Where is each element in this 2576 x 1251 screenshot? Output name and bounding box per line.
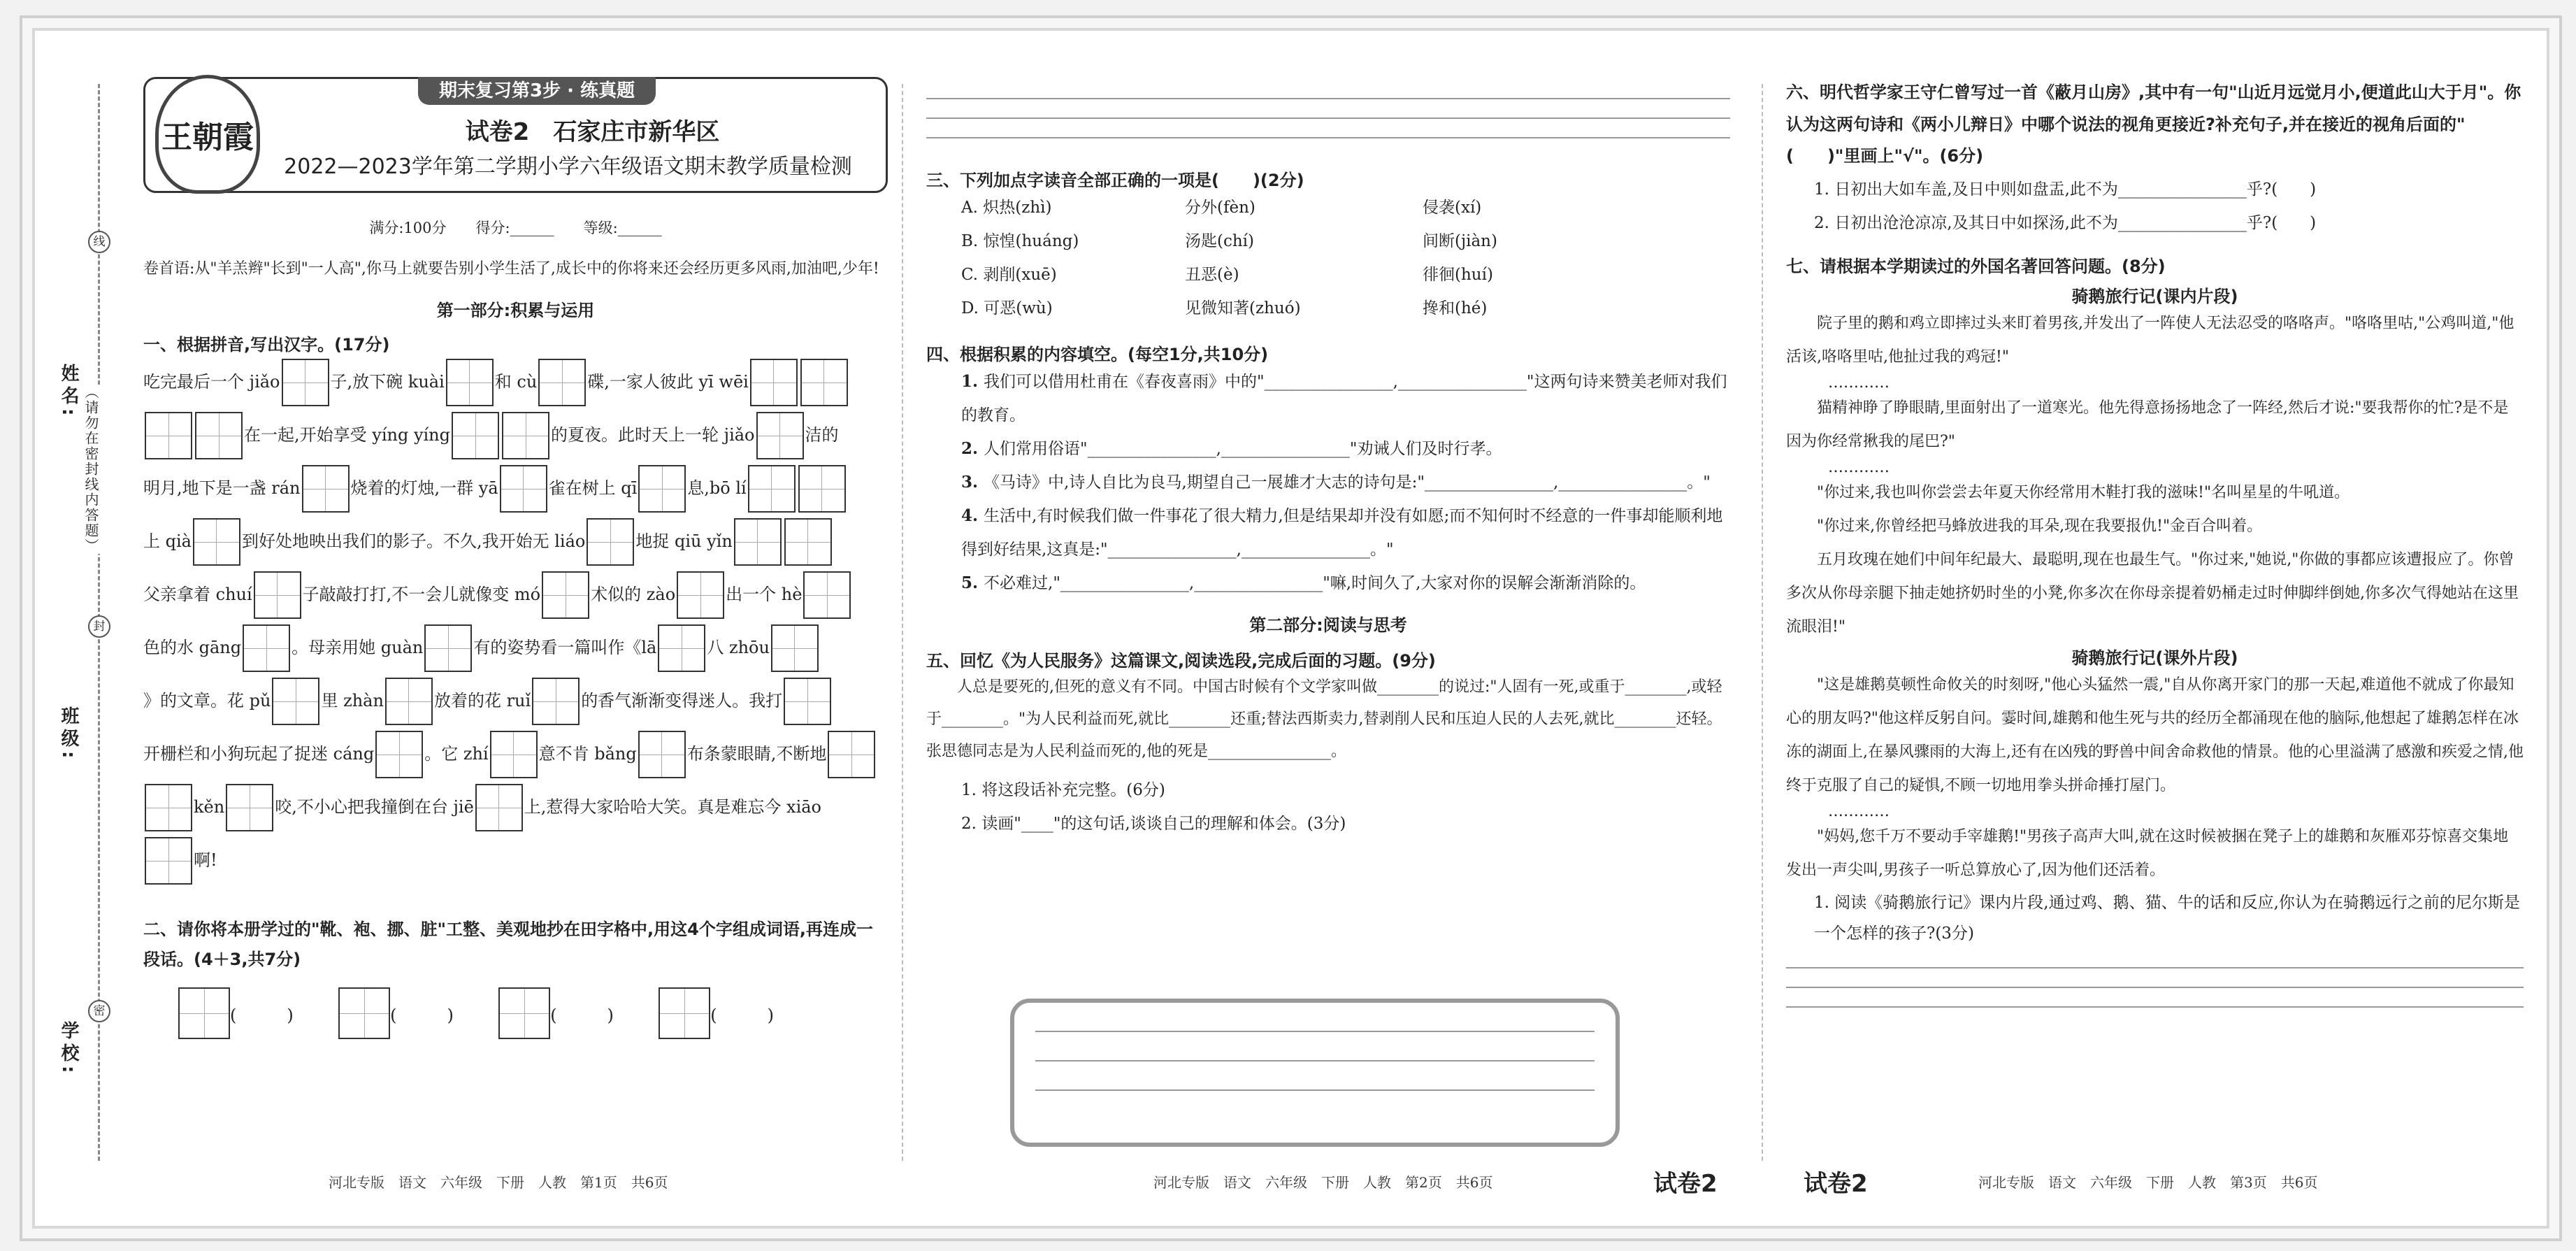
excerpt-paragraph: "你过来,你曾经把马蜂放进我的耳朵,现在我要报仇!"金百合叫着。 [1817, 517, 2263, 535]
pinyin-text: 子,放下碗 kuài [330, 371, 445, 392]
writing-box[interactable] [756, 412, 804, 459]
question-1-title: 一、根据拼音,写出汉字。(17分) [143, 334, 390, 355]
pinyin-text: 啊! [194, 850, 217, 870]
writing-box[interactable] [452, 412, 499, 459]
writing-box[interactable] [302, 465, 350, 513]
writing-box[interactable] [658, 624, 705, 672]
item-number: 3. [961, 473, 979, 492]
pinyin-text: kěn [194, 796, 225, 817]
answer-paren: ( ) [390, 1005, 454, 1025]
answer-line[interactable] [1786, 967, 2524, 968]
writing-box[interactable] [677, 571, 724, 619]
pinyin-text: 和 cù [494, 371, 538, 392]
option-cell: 见微知著(zhuó) [1185, 299, 1301, 317]
question-7-title: 七、请根据本学期读过的外国名著回答问题。(8分) [1786, 256, 2166, 276]
writing-box[interactable] [784, 678, 831, 725]
column-divider [902, 84, 903, 1161]
writing-box[interactable] [638, 465, 686, 513]
column-divider [1762, 84, 1763, 1161]
writing-box[interactable] [385, 678, 433, 725]
page-3 [1786, 77, 2524, 1008]
pinyin-text: 洁的 [805, 424, 839, 445]
q5-sub-1: 1. 将这段话补充完整。(6分) [961, 781, 1165, 799]
page-1 [143, 77, 888, 1039]
seal-mark-line: 线 [88, 231, 110, 253]
item-text: 生活中,有时候我们做一件事花了很大精力,但是结果却并没有如愿;而不知何时不经意的一件事却能顺利地得到好结果,这真是:"________________,________________。" [961, 507, 1723, 559]
excerpt-paragraph: "这是雄鹅莫顿性命攸关的时刻呀,"他心头猛然一震,"自从你离开家门的那一天起,难道他不就成了你最知心的朋友吗?"他这样反躬自问。霎时间,雄鹅和他生死与共的经历全都涌现在他的脑际,他想起了雄鹅怎样在冰冻的湖面上,在暴风骤雨的大海上,还有在凶残的野兽中间舍命救他的情景。他的心里溢满了感激和疾爱之情,他终于克服了自己的疑惧,不顾一切地用拳头拼命捶打屋门。 [1786, 675, 2524, 794]
excerpt-2 [1786, 669, 2524, 887]
pronunciation-options [926, 191, 1730, 325]
fill-item [961, 432, 1730, 466]
pinyin-text: 的夏夜。此时天上一轮 jiǎo [551, 424, 755, 445]
writing-box[interactable] [195, 412, 243, 459]
pinyin-line [143, 674, 888, 727]
tianzige-row [143, 987, 888, 1039]
answer-paren: ( ) [710, 1005, 775, 1025]
name-label: 姓名: [58, 364, 79, 420]
writing-box[interactable] [282, 359, 329, 406]
option-cell: 徘徊(huí) [1423, 266, 1493, 284]
answer-line[interactable] [926, 98, 1730, 99]
page-footer-1: 河北专版 语文 六年级 下册 人教 第1页 共6页 [329, 1174, 668, 1191]
tianzige-box[interactable] [498, 987, 550, 1039]
pinyin-text: 息,bō lí [687, 478, 747, 498]
writing-box[interactable] [803, 571, 851, 619]
writing-box[interactable] [272, 678, 319, 725]
pinyin-text: 吃完最后一个 jiǎo [143, 371, 280, 392]
school-label: 学校: [58, 1021, 79, 1078]
test-number: 试卷2 [1804, 1170, 1868, 1198]
pinyin-text: 碟,一家人彼此 yī wēi [587, 371, 749, 392]
fill-item [961, 566, 1730, 600]
seal-mark-secret: 密 [88, 1000, 110, 1022]
writing-box[interactable] [193, 518, 240, 566]
pinyin-text: 雀在树上 qī [548, 478, 638, 498]
seal-mark-seal: 封 [88, 615, 110, 638]
pinyin-text: 子敲敲打打,不一会儿就像变 mó [302, 584, 541, 604]
page-2 [926, 77, 1730, 841]
page-footer-3: 河北专版 语文 六年级 下册 人教 第3页 共6页 [1978, 1174, 2318, 1191]
answer-line[interactable] [1786, 987, 2524, 988]
pinyin-line [143, 621, 888, 674]
question-2-title: 二、请你将本册学过的"靴、袍、挪、脏"工整、美观地抄在田字格中,用这4个字组成词语,再连成一段话。(4＋3,共7分) [143, 919, 873, 969]
writing-box[interactable] [828, 731, 875, 778]
pinyin-text: 咬,不小心把我撞倒在台 jiē [275, 796, 474, 817]
excerpt-paragraph: 院子里的鹅和鸡立即摔过头来盯着男孩,并发出了一阵使人无法忍受的咯咯声。"咯咯里咕,"公鸡叫道,"他活该,咯咯里咕,他扯过我的鸡冠!" [1786, 314, 2514, 366]
excerpt-heading-2: 骑鹅旅行记(课外片段) [2071, 648, 2238, 668]
question-5-title: 五、回忆《为人民服务》这篇课文,阅读选段,完成后面的习题。(9分) [926, 651, 1436, 671]
seal-note: （请勿在密封线内答题） [81, 385, 101, 554]
writing-box[interactable] [638, 731, 686, 778]
question-3-title: 三、下列加点字读音全部正确的一项是( )(2分) [926, 171, 1304, 190]
writing-box[interactable] [542, 571, 589, 619]
pinyin-line [143, 355, 888, 408]
pinyin-text: 上 qià [143, 531, 192, 551]
excerpt-paragraph: "你过来,我也叫你尝尝去年夏天你经常用木鞋打我的滋味!"名叫星星的牛吼道。 [1817, 483, 2350, 501]
answer-line[interactable] [1035, 1031, 1595, 1032]
option-cell: C. 剥削(xuē) [961, 266, 1057, 284]
excerpt-heading-1: 骑鹅旅行记(课内片段) [2071, 286, 2238, 306]
pinyin-text: 父亲拿着 chuí [143, 584, 252, 604]
passage: 人总是要死的,但死的意义有不同。中国古时候有个文学家叫做________的说过:"人固有一死,或重于________,或轻于________。"为人民利益而死,就比________还重;替法西斯卖力,替剥削人民和压迫人民的人去死,就比________还轻。张思德同志是为人民利益而死的,他的死是________________。 [926, 678, 1722, 760]
pinyin-line [143, 568, 888, 621]
exam-title: 试卷2 石家庄市新华区 [465, 118, 720, 146]
q6-item-2: 2. 日初出沧沧凉凉,及其日中如探汤,此不为________________乎?( ) [1814, 213, 2317, 232]
pinyin-exercise [143, 355, 888, 887]
excerpt-paragraph: 猫精神睁了睁眼睛,里面射出了一道寒光。他先得意扬扬地念了一阵经,然后才说:"要我帮你的忙?是不是因为你经常揪我的尾巴?" [1786, 399, 2509, 450]
pinyin-text: 上,惹得大家哈哈大笑。真是难忘今 xiāo [524, 796, 822, 817]
question-6-title: 六、明代哲学家王守仁曾写过一首《蔽月山房》,其中有一句"山近月远觉月小,便道此山大于月"。你认为这两句诗和《两小儿辩日》中哪个说法的视角更接近?补充句子,并在接近的视角后面的"( )"里画上"√"。(6分) [1786, 83, 2521, 166]
writing-box[interactable] [375, 731, 423, 778]
pinyin-text: 里 zhàn [321, 690, 384, 710]
brand-logo: 王朝霞 [155, 75, 260, 194]
pinyin-text: 有的姿势看一篇叫作《lā [473, 637, 657, 657]
writing-box[interactable] [145, 837, 192, 885]
writing-box[interactable] [490, 731, 538, 778]
option-cell: 搀和(hé) [1423, 299, 1488, 317]
writing-box[interactable] [750, 359, 798, 406]
writing-box[interactable] [532, 678, 580, 725]
pinyin-text: 术似的 zào [591, 584, 676, 604]
exam-header [143, 77, 888, 193]
writing-box[interactable] [446, 359, 494, 406]
option-cell: 分外(fèn) [1185, 199, 1255, 217]
pinyin-line [143, 462, 888, 515]
pinyin-text: 开栅栏和小狗玩起了捉迷 cáng [143, 743, 375, 764]
pinyin-line [143, 515, 888, 568]
tianzige-box[interactable] [338, 987, 390, 1039]
option-cell: 间断(jiàn) [1423, 232, 1497, 250]
item-number: 5. [961, 573, 979, 592]
pinyin-text: 到好处地映出我们的影子。不久,我开始无 liáo [241, 531, 586, 551]
class-label: 班级: [58, 706, 79, 763]
q7-sub-1: 1. 阅读《骑鹅旅行记》课内片段,通过鸡、鹅、猫、牛的话和反应,你认为在骑鹅远行之前的尼尔斯是一个怎样的孩子?(3分) [1814, 893, 2520, 943]
pinyin-text: 》的文章。花 pǔ [143, 690, 271, 710]
pinyin-line [143, 408, 888, 462]
tianzige-box[interactable] [659, 987, 710, 1039]
fill-item [961, 365, 1730, 432]
writing-box[interactable] [502, 412, 549, 459]
q6-item-1: 1. 日初出大如车盖,及日中则如盘盂,此不为________________乎?( ) [1814, 180, 2317, 199]
pinyin-text: 意不肯 bǎng [538, 743, 637, 764]
fill-item [961, 466, 1730, 499]
item-text: 不必难过,"________________,________________"嘛,时间久了,大家对你的误解会渐渐消除的。 [984, 574, 1646, 592]
writing-box[interactable] [538, 359, 586, 406]
pinyin-line [143, 834, 888, 887]
writing-box[interactable] [798, 465, 846, 513]
excerpt-paragraph: "妈妈,您千万不要动手宰雄鹅!"男孩子高声大叫,就在这时候被捆在凳子上的雄鹅和灰雁邓芬惊喜交集地发出一声尖叫,男孩子一听总算放心了,因为他们还活着。 [1786, 827, 2509, 879]
writing-box[interactable] [243, 624, 290, 672]
writing-box[interactable] [800, 359, 848, 406]
excerpt-paragraph: 五月玫瑰在她们中间年纪最大、最聪明,现在也最生气。"你过来,"她说,"你做的事都应该遭报应了。你曾多次从你母亲腿下抽走她挤奶时坐的小凳,你多次在你母亲提着奶桶走过时伸脚绊倒她,你多次气得她站在这里流眼泪!" [1786, 550, 2519, 636]
pinyin-text: 烧着的灯烛,一群 yā [350, 478, 498, 498]
pinyin-text: 色的水 gāng [143, 637, 242, 657]
item-text: 《马诗》中,诗人自比为良马,期望自己一展雄才大志的诗句是:"________________,________________。" [984, 473, 1711, 492]
writing-box[interactable] [145, 412, 192, 459]
excerpt-paragraph: ………… [1828, 373, 1890, 392]
part-2-heading: 第二部分:阅读与思考 [1249, 615, 1407, 635]
answer-frame [1010, 999, 1620, 1147]
fill-in-items [926, 365, 1730, 600]
answer-paren: ( ) [230, 1005, 294, 1025]
excerpt-1 [1786, 307, 2524, 644]
fill-item [961, 499, 1730, 566]
test-number: 试卷2 [1653, 1170, 1718, 1198]
pinyin-text: 布条蒙眼睛,不断地 [686, 743, 827, 764]
answer-line[interactable] [1035, 1060, 1595, 1061]
option-cell: B. 惊惶(huáng) [961, 232, 1079, 250]
option-cell: 汤匙(chí) [1185, 232, 1254, 250]
pinyin-text: 。它 zhí [424, 743, 489, 764]
answer-line[interactable] [926, 137, 1730, 138]
writing-box[interactable] [587, 518, 634, 566]
excerpt-paragraph: ………… [1828, 458, 1890, 476]
item-number: 1. [961, 372, 979, 391]
pinyin-line [143, 780, 888, 834]
pinyin-text: 放着的花 ruǐ [433, 690, 531, 710]
review-badge: 期末复习第3步 · 练真题 [418, 77, 656, 105]
pinyin-line [143, 727, 888, 780]
exam-subtitle: 2022—2023学年第二学期小学六年级语文期末教学质量检测 [284, 155, 852, 179]
binding-margin [56, 84, 133, 1161]
writing-box[interactable] [734, 518, 782, 566]
page-footer-2: 河北专版 语文 六年级 下册 人教 第2页 共6页 [1153, 1174, 1493, 1191]
pinyin-text: 在一起,开始享受 yíng yíng [244, 424, 450, 445]
excerpt-paragraph: ………… [1828, 802, 1890, 820]
part-1-heading: 第一部分:积累与运用 [436, 300, 595, 320]
option-cell: 侵袭(xí) [1423, 199, 1482, 217]
tianzige-box[interactable] [178, 987, 230, 1039]
writing-box[interactable] [771, 624, 819, 672]
pinyin-text: 的香气渐渐变得迷人。我打 [581, 690, 783, 710]
pinyin-text: 明月,地下是一盏 rán [143, 478, 301, 498]
pinyin-text: 八 zhōu [707, 637, 770, 657]
score-line: 满分:100分 得分:______ 等级:______ [369, 220, 662, 236]
writing-box[interactable] [254, 571, 301, 619]
writing-box[interactable] [500, 465, 547, 513]
option-cell: 丑恶(è) [1185, 266, 1239, 284]
writing-box[interactable] [475, 784, 523, 831]
option-cell: A. 炽热(zhì) [961, 199, 1052, 217]
writing-box[interactable] [424, 624, 472, 672]
writing-box[interactable] [145, 784, 192, 831]
item-number: 2. [961, 439, 979, 458]
answer-line[interactable] [926, 117, 1730, 119]
answer-line[interactable] [1786, 1006, 2524, 1008]
writing-box[interactable] [748, 465, 796, 513]
pinyin-text: 地捉 qiū yǐn [635, 531, 733, 551]
q5-sub-2: 2. 读画"____"的这句话,谈谈自己的理解和体会。(3分) [961, 815, 1346, 833]
item-text: 人们常用俗语"________________,________________"劝诫人们及时行孝。 [984, 440, 1502, 458]
writing-box[interactable] [226, 784, 273, 831]
preface: 卷首语:从"羊羔辫"长到"一人高",你马上就要告别小学生活了,成长中的你将来还会经历更多风雨,加油吧,少年! [143, 260, 879, 278]
item-text: 我们可以借用杜甫在《春夜喜雨》中的"________________,________________"这两句诗来赞美老师对我们的教育。 [961, 373, 1727, 424]
answer-line[interactable] [1035, 1089, 1595, 1091]
pinyin-text: 出一个 hè [726, 584, 803, 604]
answer-paren: ( ) [550, 1005, 614, 1025]
writing-box[interactable] [784, 518, 832, 566]
option-cell: D. 可恶(wù) [961, 299, 1053, 317]
item-number: 4. [961, 506, 979, 525]
question-4-title: 四、根据积累的内容填空。(每空1分,共10分) [926, 345, 1269, 364]
pinyin-text: 。母亲用她 guàn [292, 637, 424, 657]
